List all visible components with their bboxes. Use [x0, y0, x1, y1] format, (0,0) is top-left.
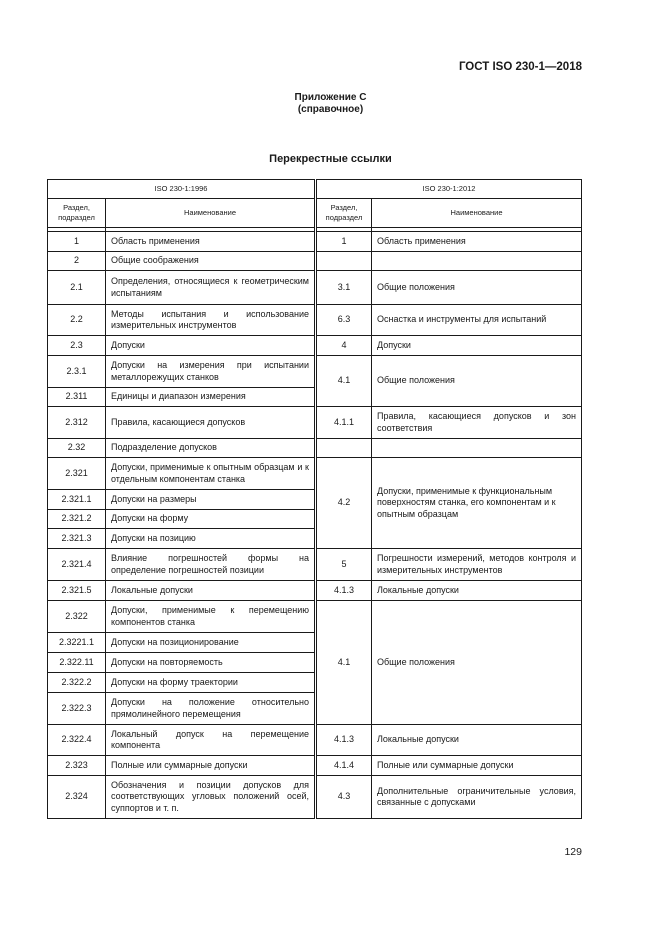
section-name: Допуски на размеры: [106, 490, 315, 510]
column-header-section: Раздел, подраздел: [317, 199, 372, 228]
table-row: [317, 549, 582, 581]
section-number: 4.1.4: [317, 756, 372, 776]
column-header-name: Наименование: [372, 199, 582, 228]
table-row: [48, 271, 315, 305]
column-header-section: Раздел, подраздел: [48, 199, 106, 228]
table-header-row: [317, 199, 582, 228]
table-row: [48, 633, 315, 653]
section-number: 2.323: [48, 756, 106, 776]
section-name: Определения, относящиеся к геометрическим испытаниям: [106, 271, 315, 305]
section-name: Общие соображения: [106, 252, 315, 271]
cross-reference-tables: [47, 179, 581, 819]
table-row: [48, 458, 315, 490]
column-header-name: Наименование: [106, 199, 315, 228]
table-row: [48, 510, 315, 529]
table-caption: ISO 230-1:1996: [48, 180, 315, 199]
appendix-note: (справочное): [297, 104, 364, 115]
section-name: Общие положения: [372, 271, 582, 305]
table-row: [48, 529, 315, 549]
section-name: Обозначения и позиции допусков для соответствующих угловых положений осей, суппортов и т. п.: [106, 776, 315, 819]
table-row: [48, 581, 315, 601]
section-number: 2.3221.1: [48, 633, 106, 653]
section-number: 4.1.1: [317, 407, 372, 439]
section-number: 4.3: [317, 776, 372, 819]
section-name: Допуски на позицию: [106, 529, 315, 549]
table-row: [48, 336, 315, 356]
iso-1996-table: [47, 179, 315, 819]
table-header-row: [48, 199, 315, 228]
section-name: Правила, касающиеся допусков и зон соответствия: [372, 407, 582, 439]
table-row: [317, 252, 582, 271]
document-code: ГОСТ ISO 230-1—2018: [458, 61, 582, 73]
section-name: Допуски, применимые к функциональным поверхностям станка, его компонентам и к опытным образцам: [372, 458, 582, 549]
section-name: Допуски: [372, 336, 582, 356]
section-name: Дополнительные ограничительные условия, связанные с допусками: [372, 776, 582, 819]
table-row: [317, 305, 582, 336]
section-name: Допуски на положение относительно прямолинейного перемещения: [106, 693, 315, 725]
section-number: 2.32: [48, 439, 106, 458]
section-name: Полные или суммарные допуски: [372, 756, 582, 776]
iso-2012-table: [316, 179, 582, 819]
table-row: [48, 693, 315, 725]
section-name: Правила, касающиеся допусков: [106, 407, 315, 439]
section-name: [372, 439, 582, 458]
table-row: [48, 388, 315, 407]
table-row: [317, 232, 582, 252]
section-number: 4.2: [317, 458, 372, 549]
section-name: Влияние погрешностей формы на определение погрешностей позиции: [106, 549, 315, 581]
page-number: 129: [564, 846, 582, 858]
section-number: 2.322: [48, 601, 106, 633]
section-name: Допуски, применимые к опытным образцам и к отдельным компонентам станка: [106, 458, 315, 490]
section-number: 2.324: [48, 776, 106, 819]
section-name: Допуски на измерения при испытании металлорежущих станков: [106, 356, 315, 388]
table-row: [48, 407, 315, 439]
section-number: 1: [317, 232, 372, 252]
table-row: [317, 356, 582, 407]
section-number: 2.321.4: [48, 549, 106, 581]
table-row: [317, 776, 582, 819]
section-name: Общие положения: [372, 601, 582, 725]
section-number: 2.322.11: [48, 653, 106, 673]
section-number: 4.1.3: [317, 725, 372, 756]
section-number: 2.3.1: [48, 356, 106, 388]
section-name: Локальные допуски: [372, 725, 582, 756]
table-row: [48, 653, 315, 673]
section-number: 2: [48, 252, 106, 271]
table-row: [317, 458, 582, 549]
section-number: 2.322.3: [48, 693, 106, 725]
section-number: 2.1: [48, 271, 106, 305]
table-row: [48, 356, 315, 388]
table-row: [317, 725, 582, 756]
table-row: [48, 601, 315, 633]
section-number: 2.312: [48, 407, 106, 439]
section-name: Допуски на форму траектории: [106, 673, 315, 693]
table-row: [48, 439, 315, 458]
section-number: 6.3: [317, 305, 372, 336]
table-row: [48, 776, 315, 819]
section-number: 2.322.2: [48, 673, 106, 693]
table-row: [48, 549, 315, 581]
table-row: [48, 252, 315, 271]
section-number: 3.1: [317, 271, 372, 305]
table-caption: ISO 230-1:2012: [317, 180, 582, 199]
section-number: 2.3: [48, 336, 106, 356]
section-number: 2.2: [48, 305, 106, 336]
table-row: [48, 490, 315, 510]
section-number: 4.1: [317, 601, 372, 725]
section-name: Допуски на повторяемость: [106, 653, 315, 673]
section-name: Оснастка и инструменты для испытаний: [372, 305, 582, 336]
section-name: [372, 252, 582, 271]
section-name: Допуски на форму: [106, 510, 315, 529]
table-row: [317, 407, 582, 439]
section-name: Единицы и диапазон измерения: [106, 388, 315, 407]
section-name: Допуски на позиционирование: [106, 633, 315, 653]
section-number: 2.311: [48, 388, 106, 407]
section-name: Погрешности измерений, методов контроля и измерительных инструментов: [372, 549, 582, 581]
appendix-heading: [0, 92, 661, 116]
section-number: 4.1: [317, 356, 372, 407]
section-number: 2.321.5: [48, 581, 106, 601]
section-name: Методы испытания и использование измерительных инструментов: [106, 305, 315, 336]
section-number: 2.321.1: [48, 490, 106, 510]
section-number: 2.321.2: [48, 510, 106, 529]
table-row: [317, 439, 582, 458]
section-number: 2.322.4: [48, 725, 106, 756]
table-row: [48, 756, 315, 776]
table-row: [48, 673, 315, 693]
table-row: [317, 271, 582, 305]
section-name: Допуски: [106, 336, 315, 356]
section-name: Подразделение допусков: [106, 439, 315, 458]
section-number: [317, 252, 372, 271]
table-caption-row: [48, 180, 315, 199]
section-name: Локальные допуски: [106, 581, 315, 601]
section-name: Допуски, применимые к перемещению компонентов станка: [106, 601, 315, 633]
table-row: [317, 336, 582, 356]
section-name: Полные или суммарные допуски: [106, 756, 315, 776]
section-name: Область применения: [372, 232, 582, 252]
table-row: [317, 756, 582, 776]
section-number: [317, 439, 372, 458]
section-number: 2.321: [48, 458, 106, 490]
section-name: Область применения: [106, 232, 315, 252]
section-number: 4.1.3: [317, 581, 372, 601]
section-name: Локальные допуски: [372, 581, 582, 601]
table-caption-row: [317, 180, 582, 199]
section-number: 1: [48, 232, 106, 252]
section-name: Локальный допуск на перемещение компонента: [106, 725, 315, 756]
table-row: [48, 305, 315, 336]
section-number: 2.321.3: [48, 529, 106, 549]
table-row: [317, 601, 582, 725]
section-title: Перекрестные ссылки: [269, 153, 392, 165]
table-row: [48, 725, 315, 756]
section-number: 5: [317, 549, 372, 581]
section-number: 4: [317, 336, 372, 356]
table-row: [48, 232, 315, 252]
appendix-title: Приложение С: [294, 92, 367, 103]
table-row: [317, 581, 582, 601]
section-name: Общие положения: [372, 356, 582, 407]
